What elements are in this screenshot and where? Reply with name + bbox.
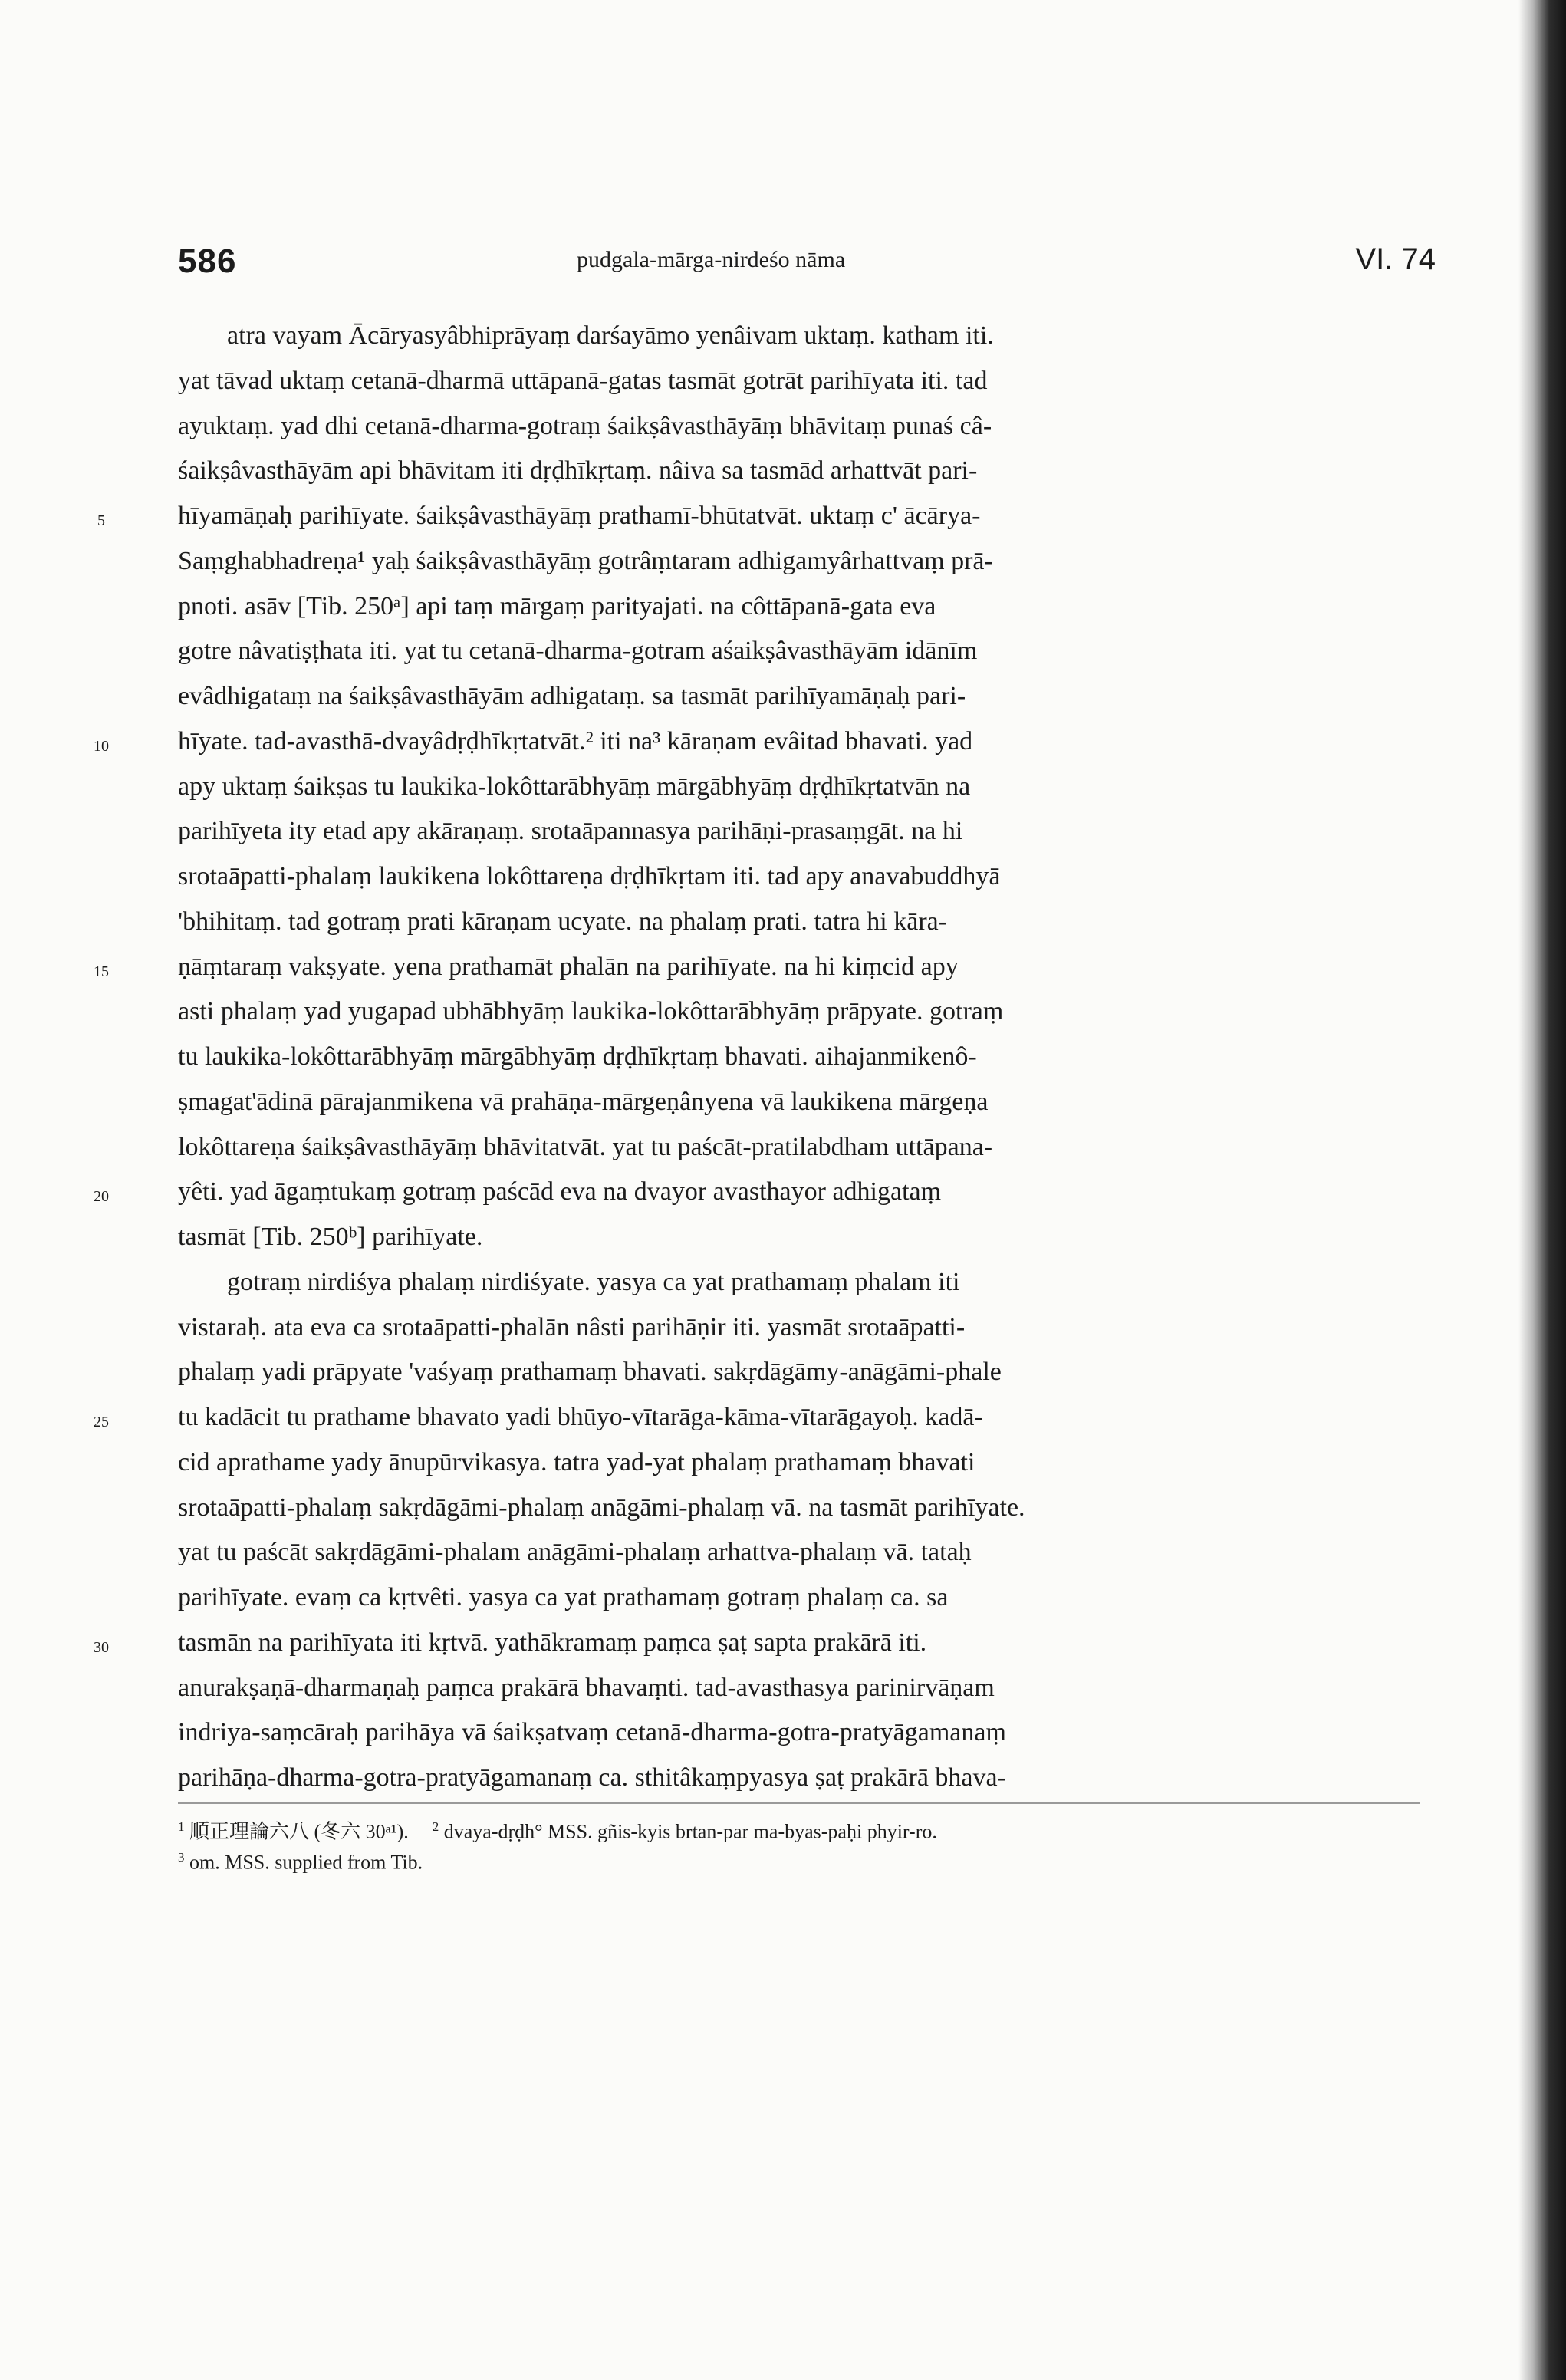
line-number: 5 [97,512,105,529]
text-line [94,952,1443,983]
page-number: 586 [178,242,237,280]
line-text: asti phalaṃ yad yugapad ubhābhyāṃ laukika-lokôttarābhyāṃ prāpyate. gotraṃ [178,997,1004,1026]
line-text: hīyamāṇaḥ parihīyate. śaikṣâvasthāyāṃ prathamī-bhūtatvāt. uktaṃ c' ācārya- [178,502,981,530]
footnote-text: om. MSS. supplied from Tib. [189,1851,423,1874]
text-line [178,996,1443,1027]
text-line [178,907,1443,937]
text-line [178,1582,1443,1613]
line-text: yat tu paścāt sakṛdāgāmi-phalam anāgāmi-phalaṃ arhattva-phalaṃ vā. tataḥ [178,1538,972,1567]
line-text: ayuktaṃ. yad dhi cetanā-dharma-gotraṃ śaikṣâvasthāyāṃ bhāvitaṃ punaś câ- [178,411,992,440]
line-text: tu kadācit tu prathame bhavato yadi bhūyo-vītarāga-kāma-vītarāgayoḥ. kadā- [178,1403,983,1431]
running-title: pudgala-mārga-nirdeśo nāma [577,247,846,272]
text-line [178,816,1443,847]
text-line [97,501,1443,532]
line-text: lokôttareṇa śaikṣâvasthāyāṃ bhāvitatvāt. yat tu paścāt-pratilabdham uttāpana- [178,1132,993,1161]
line-text: parihīyate. evaṃ ca kṛtvêti. yasya ca yat prathamaṃ gotraṃ phalaṃ ca. sa [178,1583,949,1611]
text-line [178,546,1443,577]
line-text: gotraṃ nirdiśya phalaṃ nirdiśyate. yasya ca yat prathamaṃ phalam iti [227,1267,960,1296]
footnote-marker: 2 [432,1819,439,1834]
text-line [178,636,1443,667]
footnote-marker: 1 [178,1819,185,1834]
line-text: tasmāt [Tib. 250ᵇ] parihīyate. [178,1223,483,1251]
line-text: tu laukika-lokôttarābhyāṃ mārgābhyāṃ dṛḍhīkṛtaṃ bhavati. aihajanmikenô- [178,1042,977,1071]
line-text: atra vayam Ācāryasyâbhiprāyaṃ darśayāmo yenâivam uktaṃ. katham iti. [227,321,994,350]
line-number: 15 [94,963,109,980]
line-number: 30 [94,1638,109,1656]
text-line [178,681,1443,712]
line-text: ṣmagat'ādinā pārajanmikena vā prahāṇa-mārgeṇânyena vā laukikena mārgeṇa [178,1087,989,1116]
line-number: 25 [94,1414,109,1430]
text-line [178,1357,1443,1388]
line-text: vistaraḥ. ata eva ca srotaāpatti-phalān nâsti parihāṇir iti. yasmāt srotaāpatti- [178,1312,966,1341]
text-line [178,1717,1443,1748]
text-line [178,861,1443,892]
line-text: indriya-saṃcāraḥ parihāya vā śaikṣatvaṃ cetanā-dharma-gotra-pratyāgamanaṃ [178,1718,1006,1747]
text-line [178,1132,1443,1163]
text-line [178,1763,1443,1793]
line-text: evâdhigataṃ na śaikṣâvasthāyām adhigataṃ. sa tasmāt parihīyamāṇaḥ pari- [178,682,966,710]
page-edge-shadow [1518,0,1566,2380]
line-text: srotaāpatti-phalaṃ laukikena lokôttareṇa dṛḍhīkṛtam iti. tad apy anavabuddhyā [178,862,1001,890]
line-text: apy uktaṃ śaikṣas tu laukika-lokôttarābhyāṃ mārgābhyāṃ dṛḍhīkṛtatvān na [178,772,971,801]
text-line [178,1447,1443,1478]
text-line [178,772,1443,802]
footnote-text: dvaya-dṛḍh° MSS. gñis-kyis brtan-par ma-byas-paḥi phyir-ro. [443,1820,937,1843]
line-text: yat tāvad uktaṃ cetanā-dharmā uttāpanā-gatas tasmāt gotrāt parihīyata iti. tad [178,366,988,395]
line-text: parihāṇa-dharma-gotra-pratyāgamanaṃ ca. sthitâkaṃpyasya ṣaṭ prakārā bhava- [178,1763,1006,1792]
footnote-3 [178,1845,423,1875]
line-text: cid aprathame yady ānupūrvikasya. tatra yad-yat phalaṃ prathamaṃ bhavati [178,1447,975,1476]
text-line [94,1177,1443,1207]
line-text: gotre nâvatiṣṭhata iti. yat tu cetanā-dharma-gotram aśaikṣâvasthāyām idānīm [178,637,978,666]
line-text: pnoti. asāv [Tib. 250ᵃ] api taṃ mārgaṃ parityajati. na côttāpanā-gata eva [178,591,936,621]
text-line [178,1222,1443,1253]
text-line [178,591,1443,622]
section-reference: VI. 74 [1355,242,1436,276]
line-text: ṇāṃtaraṃ vakṣyate. yena prathamāt phalān na parihīyate. na hi kiṃcid apy [178,952,959,981]
line-text: tasmān na parihīyata iti kṛtvā. yathākramaṃ paṃca ṣaṭ sapta prakārā iti. [178,1628,927,1657]
text-line [94,1628,1443,1658]
text-line [94,1402,1443,1433]
line-text: 'bhihitaṃ. tad gotraṃ prati kāraṇam ucyate. na phalaṃ prati. tatra hi kāra- [178,907,948,936]
line-text: parihīyeta ity etad apy akāraṇaṃ. srotaāpannasya parihāṇi-prasaṃgāt. na hi [178,817,963,846]
footnote-text: 順正理論六八 (冬六 30ᵃ¹). [189,1820,409,1843]
footnote-rule [178,1802,1420,1804]
text-line [178,366,1443,397]
text-line [178,456,1443,486]
line-number: 20 [94,1188,109,1206]
page-header [178,230,1436,291]
footnote-1 [178,1815,937,1845]
text-line [178,1267,1443,1298]
text-line [178,1537,1443,1568]
line-number: 10 [94,737,109,755]
line-text: Saṃghabhadreṇa¹ yaḥ śaikṣâvasthāyāṃ gotrâṃtaram adhigamyârhattvaṃ prā- [178,546,993,575]
line-text: phalaṃ yadi prāpyate 'vaśyaṃ prathamaṃ bhavati. sakṛdāgāmy-anāgāmi-phale [178,1358,1002,1387]
footnote-marker: 3 [178,1850,185,1865]
line-text: srotaāpatti-phalaṃ sakṛdāgāmi-phalaṃ anāgāmi-phalaṃ vā. na tasmāt parihīyate. [178,1493,1025,1522]
text-line [178,1493,1443,1523]
text-line [178,411,1443,442]
line-text: hīyate. tad-avasthā-dvayâdṛḍhīkṛtatvāt.² iti na³ kāraṇam evâitad bhavati. yad [178,726,973,755]
line-text: anurakṣaṇā-dharmaṇaḥ paṃca prakārā bhavaṃti. tad-avasthasya parinirvāṇam [178,1673,995,1702]
text-line [94,726,1443,757]
text-line [178,1087,1443,1118]
text-line [178,1312,1443,1343]
text-line [178,321,1443,351]
text-line [178,1042,1443,1072]
line-text: śaikṣâvasthāyām api bhāvitam iti dṛḍhīkṛtaṃ. nâiva sa tasmād arhattvāt pari- [178,456,978,486]
text-line [178,1673,1443,1704]
line-text: yêti. yad āgaṃtukaṃ gotraṃ paścād eva na dvayor avasthayor adhigataṃ [178,1177,942,1206]
